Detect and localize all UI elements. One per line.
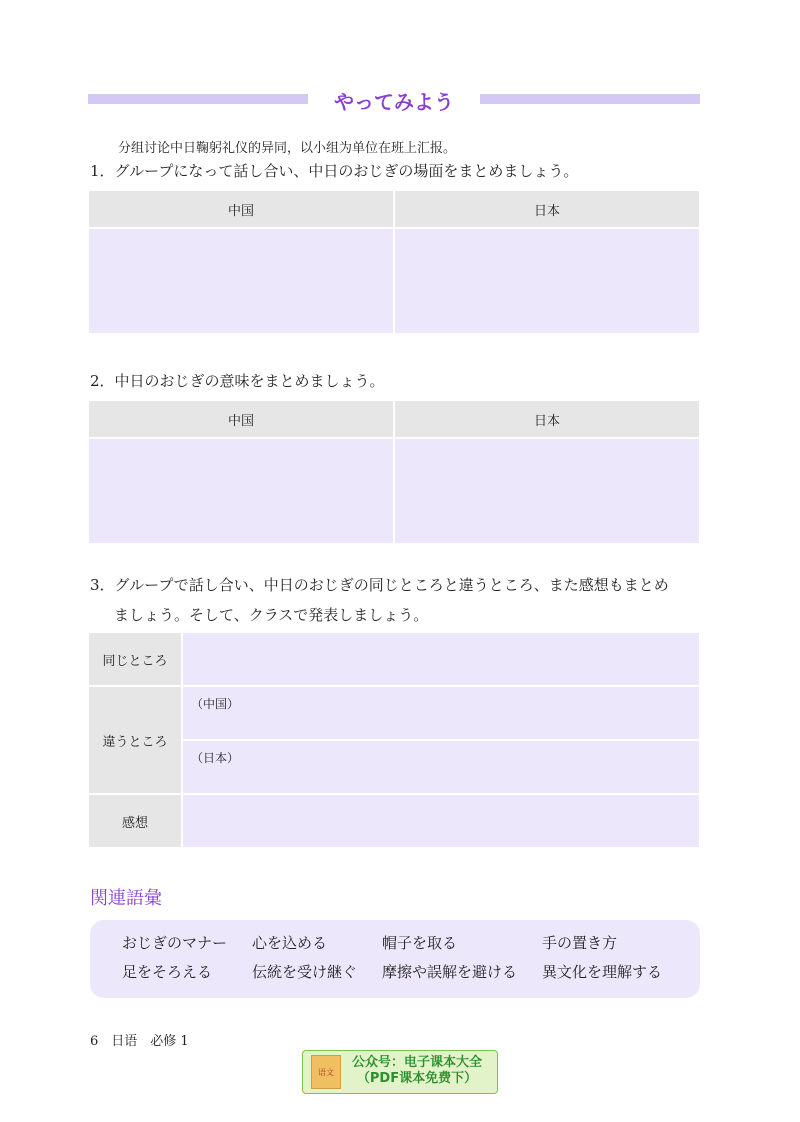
table-2-cell-china[interactable] xyxy=(89,439,393,543)
vocab-item: おじぎのマナー xyxy=(122,934,228,952)
diff-cells xyxy=(183,687,699,793)
table-1-cell-japan[interactable] xyxy=(395,229,699,333)
vocab-item: 異文化を理解する xyxy=(542,963,663,981)
watermark-stamp xyxy=(302,1050,498,1094)
diff-japan-label: （日本） xyxy=(191,751,240,765)
row-same xyxy=(89,633,699,685)
label-same: 同じところ xyxy=(89,633,181,685)
vocab-item: 伝統を受け継ぐ xyxy=(252,963,358,981)
table-1-header-china: 中国 xyxy=(89,191,393,227)
label-diff: 違うところ xyxy=(89,687,181,793)
vocab-item: 摩擦や誤解を避ける xyxy=(382,963,518,981)
row-impression xyxy=(89,795,699,847)
label-impression: 感想 xyxy=(89,795,181,847)
stamp-line-1: 公众号：电子课本大全 xyxy=(351,1055,482,1070)
table-2-cell-japan[interactable] xyxy=(395,439,699,543)
section-title: やってみよう xyxy=(334,90,454,114)
vocab-list xyxy=(122,932,682,982)
question-3-line-1: 3．グループで話し合い、中日のおじぎの同じところと違うところ、また感想もまとめ xyxy=(90,576,669,594)
section-header xyxy=(88,86,700,114)
question-2: 2．中日のおじぎの意味をまとめましょう。 xyxy=(90,372,385,390)
vocab-title: 関連語彙 xyxy=(90,888,162,909)
page-footer: 6 日语 必修 1 xyxy=(90,1034,189,1049)
book-icon xyxy=(311,1055,341,1089)
intro-text: 分组讨论中日鞠躬礼仪的异同，以小组为单位在班上汇报。 xyxy=(118,141,457,156)
question-3 xyxy=(90,570,669,630)
table-1-header-japan: 日本 xyxy=(395,191,699,227)
stamp-line-2: （PDF课本免费下） xyxy=(356,1071,478,1086)
vocab-item: 足をそろえる xyxy=(122,963,213,981)
diff-china-label: （中国） xyxy=(191,697,240,711)
cell-same[interactable] xyxy=(183,633,699,685)
cell-diff-japan[interactable] xyxy=(183,741,699,793)
cell-impression[interactable] xyxy=(183,795,699,847)
book-icon-label: 语文 xyxy=(318,1067,334,1077)
vocab-item: 手の置き方 xyxy=(542,934,618,952)
table-1 xyxy=(89,191,699,333)
table-2 xyxy=(89,401,699,543)
stamp-text xyxy=(347,1055,487,1087)
table-1-cell-china[interactable] xyxy=(89,229,393,333)
table-3 xyxy=(89,633,699,849)
question-3-line-2: ましょう。そして、クラスで発表しましょう。 xyxy=(114,606,429,624)
vocab-item: 心を込める xyxy=(252,934,328,952)
table-2-header-japan: 日本 xyxy=(395,401,699,437)
vocab-item: 帽子を取る xyxy=(382,934,458,952)
vocab-box xyxy=(90,920,700,998)
table-2-header-china: 中国 xyxy=(89,401,393,437)
question-1: 1．グループになって話し合い、中日のおじぎの場面をまとめましょう。 xyxy=(90,162,579,180)
cell-diff-china[interactable] xyxy=(183,687,699,739)
row-diff xyxy=(89,687,699,793)
